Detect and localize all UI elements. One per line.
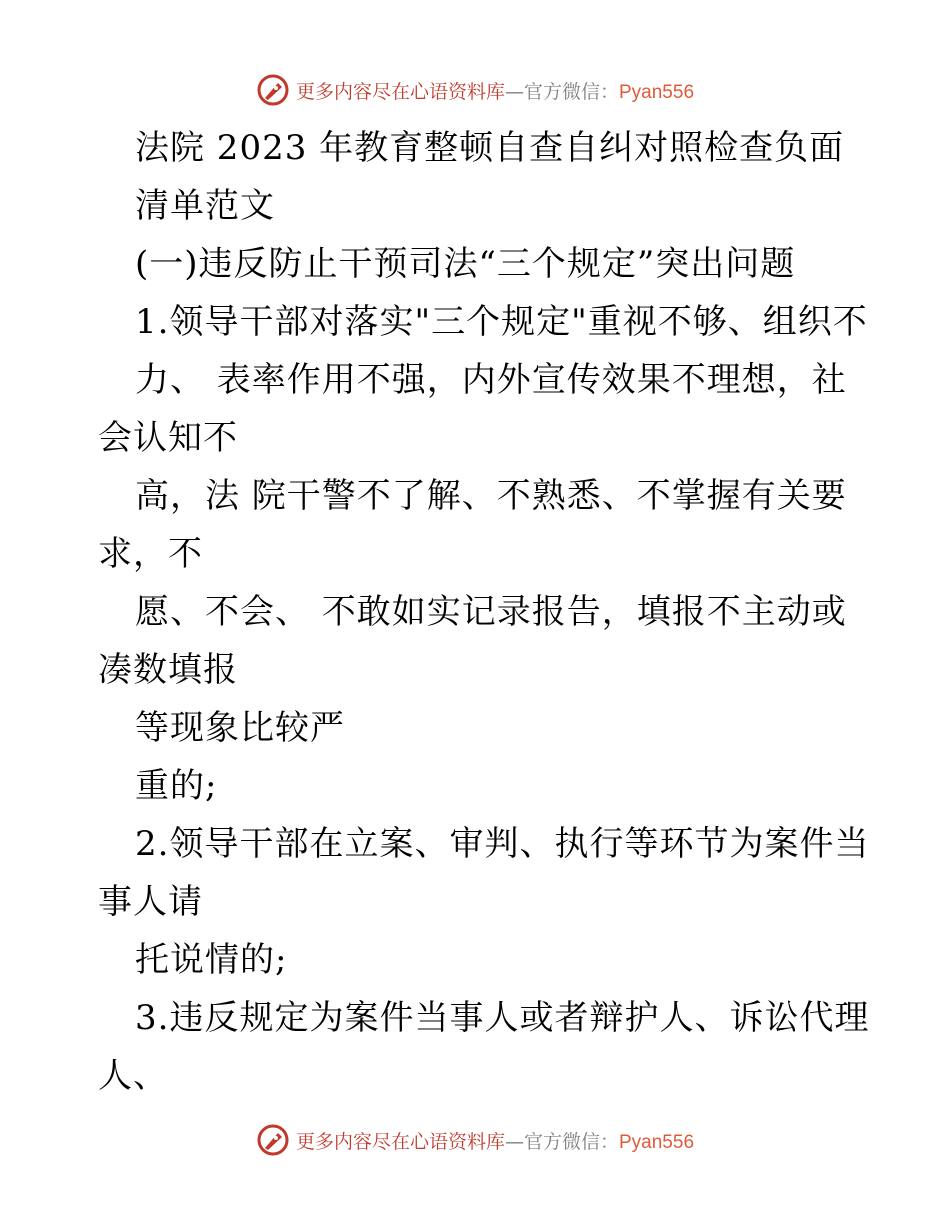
paragraph-line: 事人请: [98, 882, 203, 922]
paragraph-line: 1.领导干部对落实"三个规定"重视不够、组织不: [135, 302, 868, 342]
paragraph-line: 愿、不会、 不敢如实记录报告，填报不主动或: [135, 592, 847, 632]
paragraph-line: 托说情的;: [135, 940, 288, 980]
paragraph-line: 重的;: [135, 766, 218, 806]
watermark-prefix: 更多内容尽在心语资料库: [295, 80, 505, 103]
paragraph-line: 力、 表率作用不强，内外宣传效果不理想，社: [135, 360, 847, 400]
document-title-line-2: 清单范文: [135, 186, 275, 226]
document-title-line-1: 法院 2023 年教育整顿自查自纠对照检查负面: [135, 128, 845, 168]
watermark-separator: —: [504, 1130, 524, 1153]
watermark-text: [296, 1127, 694, 1154]
watermark-suffix: 官方微信：: [523, 1130, 619, 1153]
pen-nib-icon: [256, 1123, 290, 1157]
footer-watermark: [0, 1120, 950, 1160]
watermark-id: Pyan556: [619, 1131, 695, 1153]
paragraph-line: 2.领导干部在立案、审判、执行等环节为案件当: [135, 824, 870, 864]
paragraph-line: 人、: [98, 1056, 168, 1096]
paragraph-line: 求，不: [98, 534, 203, 574]
watermark-id: Pyan556: [619, 81, 695, 103]
paragraph-line: 高，法 院干警不了解、不熟悉、不掌握有关要: [135, 476, 847, 516]
watermark-separator: —: [504, 80, 524, 103]
paragraph-line: 凑数填报: [98, 650, 238, 690]
watermark-prefix: 更多内容尽在心语资料库: [295, 1130, 505, 1153]
paragraph-line: 3.违反规定为案件当事人或者辩护人、诉讼代理: [135, 998, 870, 1038]
watermark-suffix: 官方微信：: [523, 80, 619, 103]
paragraph-line: 等现象比较严: [135, 708, 345, 748]
paragraph-line: 会认知不: [98, 418, 238, 458]
section-heading: (一)违反防止干预司法“三个规定”突出问题: [135, 244, 796, 284]
